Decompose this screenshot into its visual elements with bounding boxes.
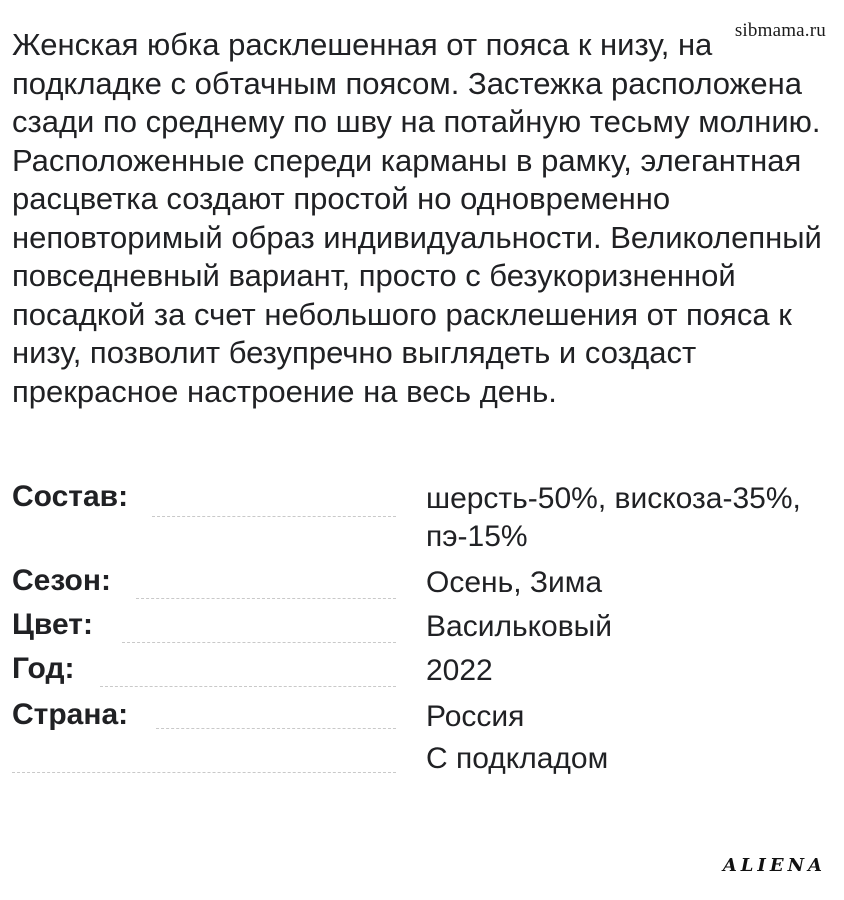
- spec-row-composition: [12, 480, 832, 560]
- spec-row-season: [12, 564, 832, 604]
- spec-value: 2022: [426, 654, 493, 687]
- spec-value: шерсть-50%, вискоза-35%, пэ-15%: [426, 482, 801, 553]
- spec-value: Васильковый: [426, 610, 612, 643]
- spec-row-color: [12, 608, 832, 648]
- spec-row-year: [12, 652, 832, 692]
- spec-label: Состав:: [12, 480, 129, 513]
- dotted-leader: [152, 516, 396, 517]
- spec-label: Сезон:: [12, 564, 111, 597]
- dotted-leader: [122, 642, 396, 643]
- spec-label: Цвет:: [12, 608, 93, 641]
- spec-row-lining: [12, 740, 832, 780]
- signature-mark: ALIENA: [722, 855, 826, 876]
- spec-label: Страна:: [12, 698, 129, 731]
- watermark: sibmama.ru: [734, 20, 826, 41]
- spec-value: Россия: [426, 700, 525, 733]
- spec-label: Год:: [12, 652, 75, 685]
- dotted-leader: [156, 728, 396, 729]
- spec-value: С подкладом: [426, 742, 609, 775]
- dotted-leader: [100, 686, 396, 687]
- product-description: Женская юбка расклешенная от пояса к низу, на подкладке с обтачным поясом. Застежка расположена сзади по среднему по шву на потайную тесьму молнию. Расположенные спереди карманы в рамку, элегантная расцветка создают простой но одновременно неповторимый образ индивидуальности. Великолепный повседневный вариант, просто с безукоризненной посадкой за счет небольшого расклешения от пояса к низу, позволит безупречно выглядеть и создаст прекрасное настроение на весь день.: [12, 27, 822, 409]
- dotted-leader: [12, 772, 396, 773]
- spec-value: Осень, Зима: [426, 566, 603, 599]
- dotted-leader: [136, 598, 396, 599]
- spec-row-country: [12, 698, 832, 738]
